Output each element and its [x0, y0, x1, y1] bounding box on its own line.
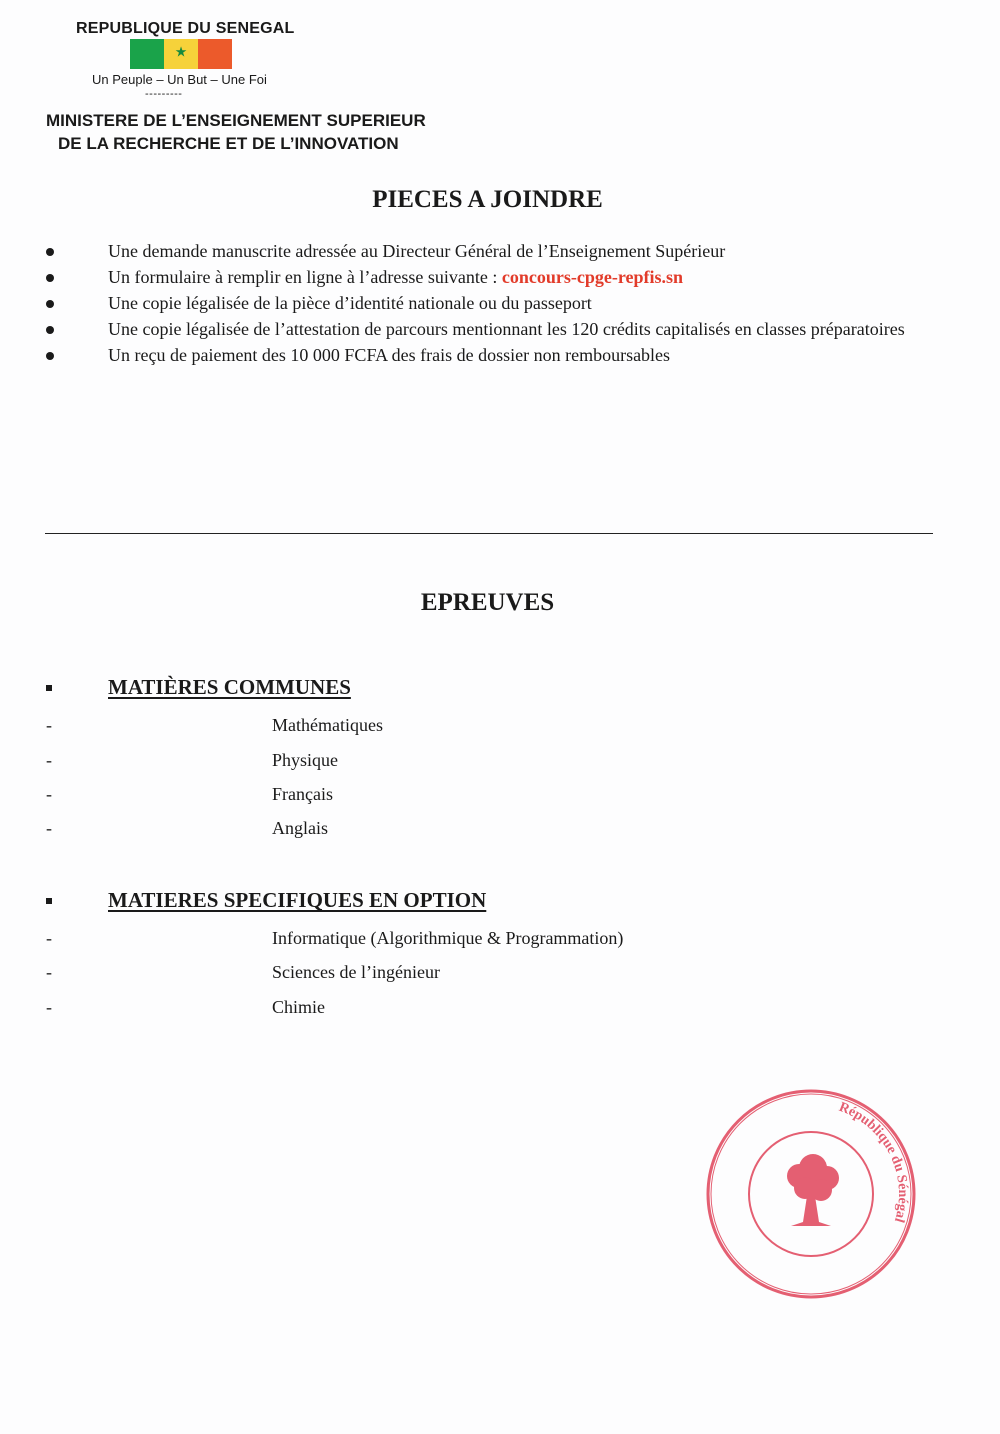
pieces-list	[46, 238, 932, 368]
option-subjects-title: MATIERES SPECIFIQUES EN OPTION	[108, 888, 487, 912]
subject-name: Mathématiques	[272, 715, 383, 735]
dash-marker: -	[46, 928, 52, 948]
subject-item	[46, 715, 746, 741]
ministry-line-2: DE LA RECHERCHE ET DE L’INNOVATION	[58, 134, 399, 153]
subject-name: Informatique (Algorithmique & Programmation)	[272, 928, 624, 948]
subject-name: Sciences de l’ingénieur	[272, 962, 440, 982]
list-item-text: Un formulaire à remplir en ligne à l’adresse suivante :	[108, 267, 502, 287]
list-item-text: Un reçu de paiement des 10 000 FCFA des frais de dossier non remboursables	[108, 345, 671, 365]
common-subjects-title: MATIÈRES COMMUNES	[108, 675, 351, 699]
dash-marker: -	[46, 997, 52, 1017]
bullet-icon	[46, 300, 54, 308]
subject-item	[46, 997, 746, 1023]
ministry-line-1: MINISTERE DE L’ENSEIGNEMENT SUPERIEUR	[46, 111, 426, 130]
subject-name: Physique	[272, 750, 339, 770]
subject-item	[46, 962, 746, 988]
list-item-text: Une copie légalisée de la pièce d’identité nationale ou du passeport	[108, 293, 592, 313]
subject-name: Chimie	[272, 997, 325, 1017]
dash-marker: -	[46, 784, 52, 804]
country-heading: REPUBLIQUE DU SENEGAL	[76, 20, 295, 37]
baobab-tree-icon	[787, 1154, 839, 1226]
list-item	[46, 290, 932, 316]
dash-marker: -	[46, 962, 52, 982]
square-bullet-icon	[46, 898, 52, 904]
bullet-icon	[46, 274, 54, 282]
registration-link[interactable]: concours-cpge-repfis.sn	[501, 267, 684, 287]
epreuves-title: EPREUVES	[420, 589, 555, 616]
ministry-heading	[46, 109, 426, 155]
list-item	[46, 238, 932, 264]
list-item-text: Une demande manuscrite adressée au Directeur Général de l’Enseignement Supérieur	[108, 241, 726, 261]
subject-name: Anglais	[272, 818, 328, 838]
svg-text:République du Sénégal	[837, 1100, 910, 1224]
list-item	[46, 342, 932, 368]
bullet-icon	[46, 248, 54, 256]
dash-marker: -	[46, 818, 52, 838]
ministry-seal-stamp	[705, 1088, 917, 1300]
subject-item	[46, 784, 746, 810]
bullet-icon	[46, 352, 54, 360]
national-motto: Un Peuple – Un But – Une Foi	[92, 72, 267, 87]
list-item	[46, 264, 932, 290]
subject-item	[46, 818, 746, 844]
dash-marker: -	[46, 715, 52, 735]
subject-item	[46, 750, 746, 776]
header-separator: ---------	[145, 88, 183, 100]
stamp-outer-text: République du Sénégal	[836, 1099, 911, 1225]
senegal-flag-icon	[130, 39, 232, 69]
subject-item	[46, 928, 746, 954]
subject-name: Français	[272, 784, 333, 804]
star-icon: ★	[174, 45, 188, 61]
square-bullet-icon	[46, 685, 52, 691]
list-item-text: Une copie légalisée de l’attestation de parcours mentionnant les 120 crédits capitalisés en classes préparatoires	[108, 319, 905, 339]
bullet-icon	[46, 326, 54, 334]
list-item	[46, 316, 932, 342]
section-divider	[45, 533, 933, 534]
pieces-title: PIECES A JOINDRE	[372, 186, 603, 213]
dash-marker: -	[46, 750, 52, 770]
